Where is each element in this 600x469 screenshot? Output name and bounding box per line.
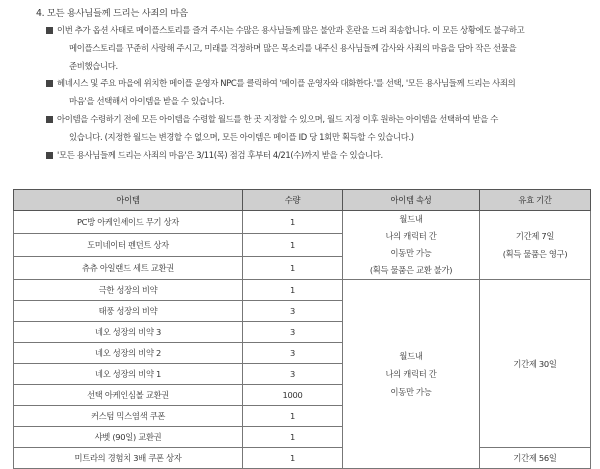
square-bullet-icon — [46, 27, 53, 34]
notice-line: 마음'을 선택해서 아이템을 받을 수 있습니다. — [69, 96, 225, 107]
table-row — [14, 211, 591, 234]
period-line: 기간제 7일 — [515, 231, 555, 241]
item-qty: 1 — [243, 280, 343, 301]
notice-list — [46, 22, 594, 164]
item-qty: 3 — [243, 322, 343, 343]
header-qty: 수량 — [243, 190, 343, 211]
item-qty: 1 — [243, 211, 343, 234]
notice-line: '모든 용사님들께 드리는 사죄의 마음'은 3/11(목) 점검 후부터 4/21(수)까지 받을 수 있습니다. — [57, 149, 383, 160]
header-period: 유효 기간 — [480, 190, 591, 211]
notice-line: 있습니다. (지정한 월드는 변경할 수 없으며, 모든 아이템은 메이플 ID 당 1회만 획득할 수 있습니다.) — [69, 131, 414, 142]
item-name: 츄츄 아일랜드 세트 교환권 — [14, 257, 243, 280]
item-name: 샤벳 (90일) 교환권 — [14, 427, 243, 448]
period-cell: 기간제 30일 — [480, 280, 591, 448]
attr-cell — [343, 280, 480, 469]
notice-item — [46, 147, 594, 165]
attr-line: 이동만 가능 — [390, 248, 432, 258]
period-line: (획득 물품은 영구) — [502, 249, 568, 259]
notice-line: 준비했습니다. — [69, 60, 118, 71]
notice-line: 메이플스토리를 꾸준히 사랑해 주시고, 미래를 걱정하며 많은 목소리를 내주신 용사님들께 감사와 사죄의 마음을 담아 작은 선물을 — [69, 42, 517, 53]
table-header-row — [14, 190, 591, 211]
notice-line: 헤네시스 및 주요 마을에 위치한 메이플 운영자 NPC를 클릭하여 '메이플 운영자와 대화한다.'를 선택, '모든 용사님들께 드리는 사죄의 — [57, 78, 516, 89]
item-qty: 1000 — [243, 385, 343, 406]
period-cell: 기간제 56일 — [480, 448, 591, 469]
notice-item — [46, 75, 594, 111]
attr-line: 월드내 — [399, 214, 423, 224]
header-item: 아이템 — [14, 190, 243, 211]
attr-line: 나의 캐릭터 간 — [385, 231, 437, 241]
item-qty: 1 — [243, 234, 343, 257]
item-qty: 1 — [243, 448, 343, 469]
attr-line: (획득 물품은 교환 불가) — [369, 265, 453, 275]
item-name: 선택 아케인심볼 교환권 — [14, 385, 243, 406]
item-name: 미트라의 경험치 3배 쿠폰 상자 — [14, 448, 243, 469]
item-qty: 1 — [243, 257, 343, 280]
notice-item — [46, 111, 594, 147]
item-qty: 3 — [243, 364, 343, 385]
notice-item — [46, 22, 594, 75]
table-row — [14, 280, 591, 301]
square-bullet-icon — [46, 80, 53, 87]
item-name: PC방 아케인셰이드 무기 상자 — [14, 211, 243, 234]
period-cell — [480, 211, 591, 280]
item-qty: 3 — [243, 343, 343, 364]
item-name: 네오 성장의 비약 1 — [14, 364, 243, 385]
item-qty: 3 — [243, 301, 343, 322]
item-qty: 1 — [243, 406, 343, 427]
attr-line: 나의 캐릭터 간 — [385, 369, 437, 379]
notice-line: 이번 추가 옵션 사태로 메이플스토리를 즐겨 주시는 수많은 용사님들께 많은 불안과 혼란을 드려 죄송합니다. 이 모든 상황에도 불구하고 — [57, 25, 525, 35]
item-name: 커스텀 믹스염색 쿠폰 — [14, 406, 243, 427]
item-qty: 1 — [243, 427, 343, 448]
attr-cell — [343, 211, 480, 280]
square-bullet-icon — [46, 152, 53, 159]
attr-line: 월드내 — [399, 351, 423, 361]
attr-line: 이동만 가능 — [390, 387, 432, 397]
item-name: 극한 성장의 비약 — [14, 280, 243, 301]
notice-line: 아이템을 수령하기 전에 모든 아이템을 수령할 월드를 한 곳 지정할 수 있으며, 월드 지정 이후 원하는 아이템을 선택하여 받을 수 — [57, 113, 498, 124]
square-bullet-icon — [46, 116, 53, 123]
reward-items-table — [13, 189, 591, 469]
section-title: 4. 모든 용사님들께 드리는 사죄의 마음 — [36, 8, 188, 19]
item-name: 도미네이터 펜던트 상자 — [14, 234, 243, 257]
item-name: 태풍 성장의 비약 — [14, 301, 243, 322]
item-name: 네오 성장의 비약 2 — [14, 343, 243, 364]
item-name: 네오 성장의 비약 3 — [14, 322, 243, 343]
header-attr: 아이템 속성 — [343, 190, 480, 211]
table-row — [14, 448, 591, 469]
